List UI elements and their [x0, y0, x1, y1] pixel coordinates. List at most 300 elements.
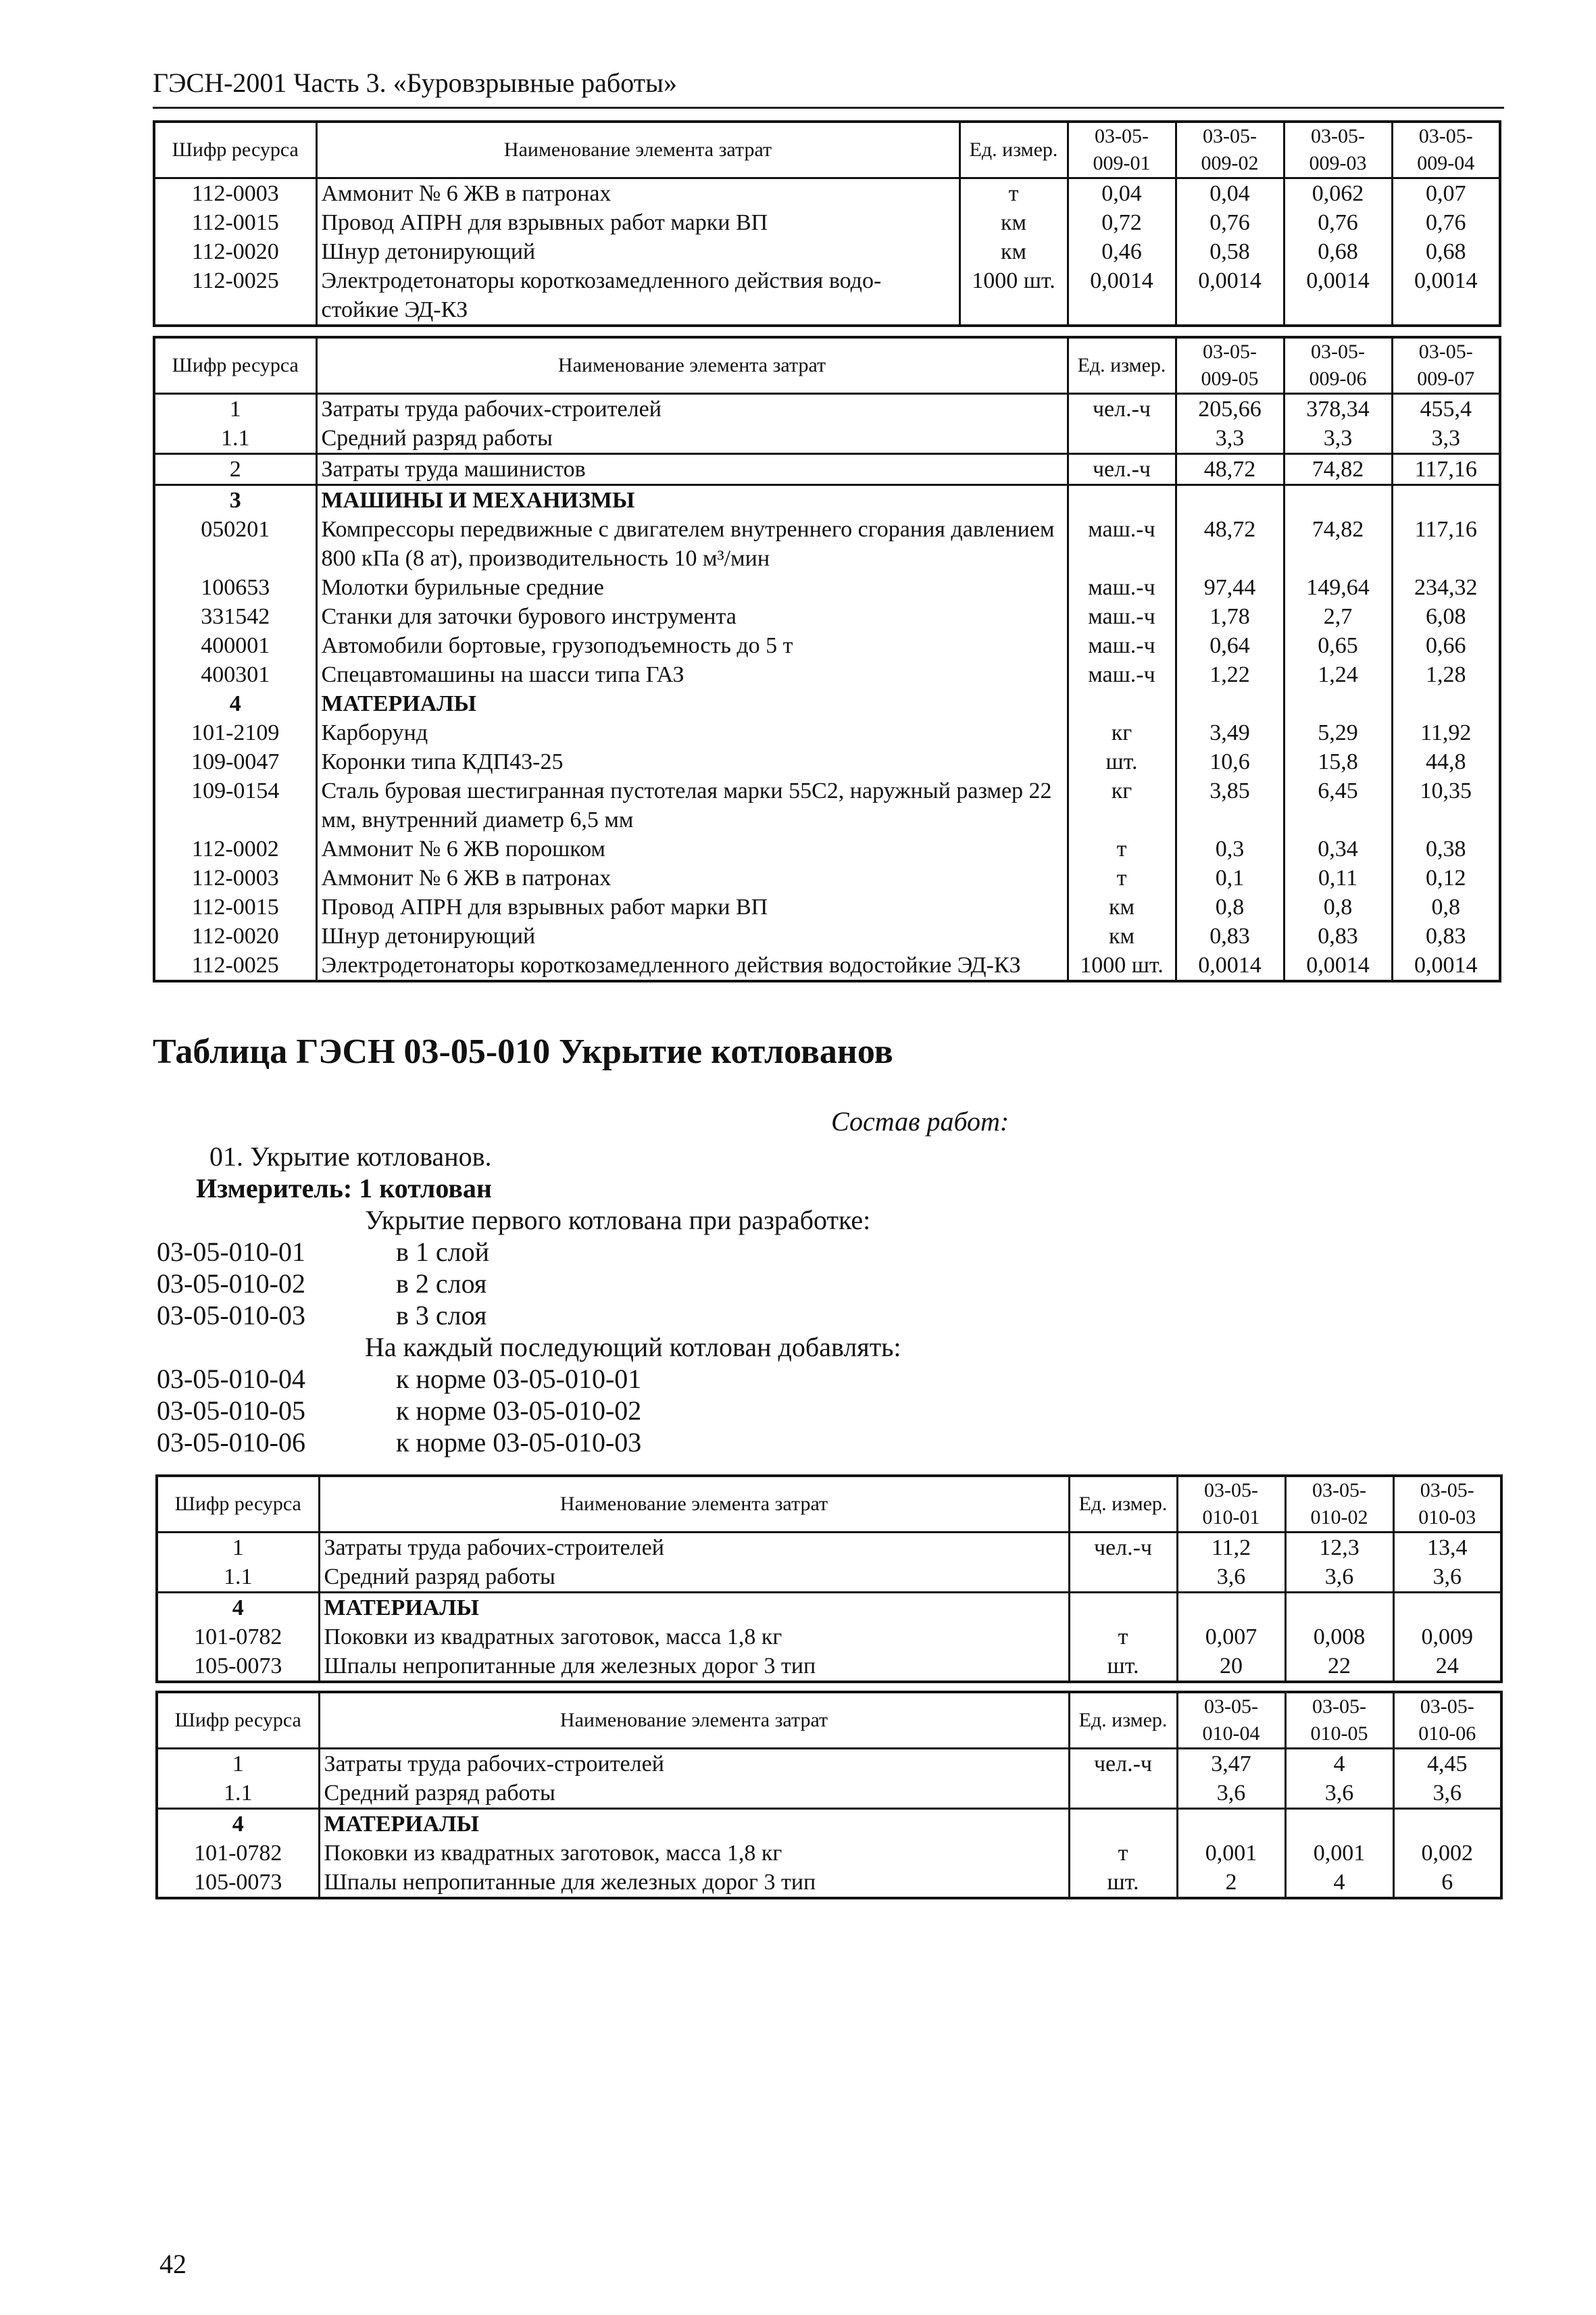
- cost-element-name: Поковки из квадратных заготовок, масса 1,8 кг: [319, 1839, 1069, 1868]
- header-cost-element: Наименование элемента затрат: [316, 122, 959, 178]
- table-row: [154, 602, 1500, 631]
- cost-element-name: Шнур детонирующий: [316, 922, 1068, 951]
- cost-element-name: Затраты труда рабочих-строителей: [316, 394, 1068, 424]
- norm-value: 0,66: [1392, 631, 1500, 660]
- cost-element-name: Спецавтомашины на шасси типа ГАЗ: [316, 660, 1068, 689]
- norm-value: 0,65: [1284, 631, 1392, 660]
- cost-element-name: Аммонит № 6 ЖВ в патронах: [316, 864, 1068, 893]
- unit-cell: [1068, 424, 1176, 454]
- header-norm-code: [1068, 122, 1176, 178]
- unit-cell: [1069, 1809, 1177, 1839]
- norm-value: 3,49: [1176, 718, 1284, 747]
- norm-code: 03-05-010-01: [157, 1237, 305, 1267]
- header-norm-code: [1393, 1476, 1501, 1533]
- table-row: [157, 1562, 1501, 1593]
- norm-code: 03-05-010-06: [157, 1427, 305, 1458]
- norm-value: 0,0014: [1176, 951, 1284, 981]
- table-row: [154, 208, 1500, 237]
- work-composition-label: Состав работ:: [831, 1106, 1009, 1137]
- unit-cell: [1068, 689, 1176, 718]
- norm-value: 0,68: [1284, 237, 1392, 266]
- unit-cell: кг: [1068, 718, 1176, 747]
- norm-value: 12,3: [1285, 1533, 1393, 1563]
- norm-code-line: 03-05-: [1312, 1479, 1366, 1501]
- norm-value: 1,24: [1284, 660, 1392, 689]
- norm-value: 48,72: [1176, 454, 1284, 485]
- resource-code: 1: [232, 1751, 244, 1776]
- table-row: [154, 864, 1500, 893]
- norm-value: 0,0014: [1068, 266, 1176, 326]
- norm-code-line: 03-05-: [1311, 341, 1365, 363]
- norm-code-line: 03-05-: [1418, 341, 1473, 363]
- cost-element-name: Карборунд: [316, 718, 1068, 747]
- table-row: [154, 835, 1500, 864]
- norm-value: 205,66: [1176, 394, 1284, 424]
- norm-value: 0,0014: [1176, 266, 1284, 326]
- table-header-row: [154, 337, 1500, 394]
- norm-value: 44,8: [1392, 747, 1500, 776]
- resource-code: 112-0025: [191, 953, 279, 978]
- norm-value: 0,04: [1068, 178, 1176, 209]
- norm-value: 0,062: [1284, 178, 1392, 209]
- unit-cell: маш.-ч: [1068, 573, 1176, 602]
- table-row: [157, 1809, 1501, 1839]
- norm-value: 4: [1285, 1868, 1393, 1898]
- unit-cell: шт.: [1069, 1651, 1177, 1682]
- resource-code: 2: [154, 454, 316, 485]
- header-resource-code: Шифр ресурса: [154, 337, 316, 394]
- resource-code: 112-0025: [191, 268, 279, 293]
- norm-value: 48,72: [1176, 515, 1284, 573]
- norm-code-line: 03-05-: [1204, 1479, 1258, 1501]
- norm-value: [1176, 689, 1284, 718]
- unit-cell: 1000 шт.: [959, 266, 1068, 326]
- norm-code-line: 03-05-: [1420, 1479, 1474, 1501]
- header-resource-code: Шифр ресурса: [154, 122, 316, 178]
- norm-code-line: 03-05-: [1311, 125, 1365, 147]
- norm-value: 0,72: [1068, 208, 1176, 237]
- norm-value: [1392, 485, 1500, 516]
- cost-element-name: Электродетонаторы короткозамедленного действия водостойкие ЭД-КЗ: [316, 951, 1068, 981]
- norm-code-line: 009-06: [1309, 368, 1367, 390]
- norm-value: 3,3: [1176, 424, 1284, 454]
- resource-code: 4: [229, 691, 241, 716]
- unit-cell: т: [1069, 1839, 1177, 1868]
- norm-value: 3,6: [1177, 1778, 1285, 1809]
- norm-value: 0,8: [1392, 893, 1500, 922]
- resource-code: 4: [157, 1593, 319, 1623]
- norm-code-line: 010-06: [1418, 1722, 1476, 1745]
- norm-value: 10,6: [1176, 747, 1284, 776]
- unit-cell: чел.-ч: [1069, 1749, 1177, 1779]
- resource-table-009-01-04: [153, 120, 1501, 327]
- cost-element-name: Провод АПРН для взрывных работ марки ВП: [316, 208, 959, 237]
- resource-code: 100653: [201, 575, 270, 600]
- norm-value: 0,83: [1392, 922, 1500, 951]
- unit-cell: маш.-ч: [1068, 631, 1176, 660]
- norm-value: 6,08: [1392, 602, 1500, 631]
- cost-element-name: Провод АПРН для взрывных работ марки ВП: [316, 893, 1068, 922]
- header-norm-code: [1284, 122, 1392, 178]
- norm-value: [1177, 1593, 1285, 1623]
- table-header-row: [157, 1692, 1501, 1749]
- cost-element-name: МАШИНЫ И МЕХАНИЗМЫ: [316, 485, 1068, 516]
- norm-text: к норме 03-05-010-02: [396, 1395, 642, 1426]
- norm-value: 0,001: [1177, 1839, 1285, 1868]
- unit-cell: 1000 шт.: [1068, 951, 1176, 981]
- header-resource-code: Шифр ресурса: [157, 1476, 319, 1533]
- page-header: ГЭСН-2001 Часть 3. «Буровзрывные работы»: [153, 68, 678, 98]
- norm-value: 0,58: [1176, 237, 1284, 266]
- table-row: [154, 718, 1500, 747]
- resource-code: 109-0154: [191, 778, 280, 803]
- table-row: [157, 1778, 1501, 1809]
- cost-element-name: МАТЕРИАЛЫ: [319, 1809, 1069, 1839]
- norm-text: к норме 03-05-010-01: [396, 1364, 642, 1394]
- norm-value: 0,83: [1176, 922, 1284, 951]
- norm-value: [1393, 1809, 1501, 1839]
- resource-code: 1.1: [224, 1781, 253, 1806]
- norm-value: [1177, 1809, 1285, 1839]
- header-norm-code: [1177, 1692, 1285, 1749]
- resource-code: 105-0073: [194, 1653, 282, 1678]
- norm-code-line: 03-05-: [1418, 125, 1473, 147]
- norm-code-line: 009-01: [1093, 152, 1151, 174]
- header-norm-code: [1392, 337, 1500, 394]
- unit-cell: [1068, 485, 1176, 516]
- norm-value: 11,2: [1177, 1533, 1285, 1563]
- resource-code: 112-0020: [191, 239, 279, 264]
- norm-code: 03-05-010-05: [157, 1395, 305, 1426]
- table-row: [154, 631, 1500, 660]
- norm-code-line: 009-02: [1201, 152, 1259, 174]
- resource-code: 400001: [201, 633, 270, 658]
- unit-cell: шт.: [1068, 747, 1176, 776]
- norm-value: 22: [1285, 1651, 1393, 1682]
- resource-code: 101-0782: [194, 1841, 282, 1866]
- norm-value: [1176, 485, 1284, 516]
- norm-value: [1393, 1593, 1501, 1623]
- norm-value: 6,45: [1284, 776, 1392, 835]
- table-row: [154, 660, 1500, 689]
- norm-code-line: 03-05-: [1203, 341, 1257, 363]
- resource-code: 1.1: [221, 426, 250, 451]
- header-resource-code: Шифр ресурса: [157, 1692, 319, 1749]
- table-row: [157, 1868, 1501, 1898]
- norm-value: 3,47: [1177, 1749, 1285, 1779]
- table-row: [157, 1839, 1501, 1868]
- norm-value: 117,16: [1392, 515, 1500, 573]
- norm-value: 20: [1177, 1651, 1285, 1682]
- cost-element-name: Аммонит № 6 ЖВ порошком: [316, 835, 1068, 864]
- unit-cell: чел.-ч: [1068, 454, 1176, 485]
- header-norm-code: [1392, 122, 1500, 178]
- norm-code-line: 03-05-: [1204, 1695, 1258, 1718]
- resource-table-010-04-06: [155, 1691, 1503, 1899]
- norm-value: 3,6: [1285, 1562, 1393, 1593]
- norm-value: 149,64: [1284, 573, 1392, 602]
- norm-value: 1,78: [1176, 602, 1284, 631]
- norm-value: [1285, 1593, 1393, 1623]
- table-row: [154, 922, 1500, 951]
- norm-code: 03-05-010-02: [157, 1268, 305, 1299]
- norm-code: 03-05-010-04: [157, 1364, 305, 1394]
- norm-value: 3,6: [1285, 1778, 1393, 1809]
- norm-value: 11,92: [1392, 718, 1500, 747]
- norm-value: 0,008: [1285, 1622, 1393, 1651]
- resource-code: 112-0020: [191, 924, 279, 949]
- unit-cell: [1069, 1562, 1177, 1593]
- table-row: [154, 573, 1500, 602]
- norm-value: 2: [1177, 1868, 1285, 1898]
- norm-value: 3,85: [1176, 776, 1284, 835]
- page-number: 42: [159, 2249, 186, 2279]
- unit-cell: т: [959, 178, 1068, 209]
- unit-cell: чел.-ч: [1068, 394, 1176, 424]
- norm-value: 0,0014: [1392, 266, 1500, 326]
- table-row: [154, 485, 1500, 516]
- resource-code: 400301: [201, 662, 270, 687]
- norm-value: 0,002: [1393, 1839, 1501, 1868]
- resource-code: 105-0073: [194, 1870, 282, 1895]
- norm-value: 0,46: [1068, 237, 1176, 266]
- unit-cell: шт.: [1069, 1868, 1177, 1898]
- table-row: [154, 394, 1500, 424]
- norm-code-line: 010-02: [1310, 1506, 1368, 1528]
- norm-value: 10,35: [1392, 776, 1500, 835]
- norm-value: 0,11: [1284, 864, 1392, 893]
- norm-value: 2,7: [1284, 602, 1392, 631]
- resource-code: 112-0015: [191, 895, 279, 920]
- table-row: [154, 689, 1500, 718]
- header-norm-code: [1284, 337, 1392, 394]
- cost-element-name: МАТЕРИАЛЫ: [319, 1593, 1069, 1623]
- norm-value: 0,68: [1392, 237, 1500, 266]
- norm-text: к норме 03-05-010-03: [396, 1427, 642, 1458]
- norm-value: 4,45: [1393, 1749, 1501, 1779]
- norm-value: 74,82: [1284, 515, 1392, 573]
- header-norm-code: [1393, 1692, 1501, 1749]
- resource-code: 109-0047: [191, 749, 280, 774]
- header-unit: Ед. измер.: [1069, 1692, 1177, 1749]
- unit-cell: [1069, 1778, 1177, 1809]
- norm-value: 3,3: [1392, 424, 1500, 454]
- norm-value: 0,0014: [1392, 951, 1500, 981]
- norm-value: 1,28: [1392, 660, 1500, 689]
- cost-element-name: МАТЕРИАЛЫ: [316, 689, 1068, 718]
- norm-value: 0,34: [1284, 835, 1392, 864]
- norm-code-line: 03-05-: [1420, 1695, 1474, 1718]
- table-row: [154, 454, 1500, 485]
- norm-code-line: 03-05-: [1203, 125, 1257, 147]
- header-norm-code: [1285, 1476, 1393, 1533]
- norm-value: 4: [1285, 1749, 1393, 1779]
- unit-cell: маш.-ч: [1068, 515, 1176, 573]
- cost-element-name: Аммонит № 6 ЖВ в патронах: [316, 178, 959, 209]
- norm-code-line: 009-05: [1201, 368, 1259, 390]
- norm-value: 3,6: [1393, 1562, 1501, 1593]
- cost-element-name: Затраты труда машинистов: [316, 454, 1068, 485]
- first-pit-heading: Укрытие первого котлована при разработке:: [365, 1205, 871, 1235]
- table-row: [157, 1651, 1501, 1682]
- table-header-row: [154, 122, 1500, 178]
- norm-value: 0,001: [1285, 1839, 1393, 1868]
- cost-element-name: Молотки бурильные средние: [316, 573, 1068, 602]
- table-row: [157, 1593, 1501, 1623]
- resource-code: 112-0003: [191, 181, 279, 206]
- norm-value: 0,007: [1177, 1622, 1285, 1651]
- unit-cell: км: [1068, 922, 1176, 951]
- norm-code-line: 03-05-: [1095, 125, 1149, 147]
- cost-element-name: Затраты труда рабочих-строителей: [319, 1749, 1069, 1779]
- work-item: 01. Укрытие котлованов.: [209, 1141, 492, 1172]
- norm-code-line: 010-03: [1418, 1506, 1476, 1528]
- cost-element-name: Затраты труда рабочих-строителей: [319, 1533, 1069, 1563]
- unit-cell: км: [959, 208, 1068, 237]
- header-unit: Ед. измер.: [1069, 1476, 1177, 1533]
- norm-value: 0,76: [1176, 208, 1284, 237]
- cost-element-name: Шпалы непропитанные для железных дорог 3 тип: [319, 1868, 1069, 1898]
- header-unit: Ед. измер.: [959, 122, 1068, 178]
- norm-value: 0,04: [1176, 178, 1284, 209]
- table-row: [157, 1622, 1501, 1651]
- cost-element-name: Сталь буровая шестигранная пустотелая марки 55С2, наружный размер 22 мм, внутренний диаметр 6,5 мм: [316, 776, 1068, 835]
- table-row: [157, 1749, 1501, 1779]
- norm-value: 0,1: [1176, 864, 1284, 893]
- cost-element-name: Шпалы непропитанные для железных дорог 3 тип: [319, 1651, 1069, 1682]
- norm-code-line: 010-04: [1202, 1722, 1260, 1745]
- norm-value: 3,6: [1177, 1562, 1285, 1593]
- table-row: [154, 237, 1500, 266]
- norm-value: 0,38: [1392, 835, 1500, 864]
- resource-code: 101-2109: [191, 720, 280, 745]
- header-norm-code: [1177, 1476, 1285, 1533]
- header-norm-code: [1176, 122, 1284, 178]
- norm-value: 15,8: [1284, 747, 1392, 776]
- resource-code: 4: [157, 1809, 319, 1839]
- norm-value: 6: [1393, 1868, 1501, 1898]
- table-row: [154, 747, 1500, 776]
- cost-element-name: Средний разряд работы: [316, 424, 1068, 454]
- norm-value: 74,82: [1284, 454, 1392, 485]
- unit-cell: маш.-ч: [1068, 602, 1176, 631]
- meter-line: Измеритель: 1 котлован: [196, 1173, 492, 1203]
- norm-code-line: 010-05: [1310, 1722, 1368, 1745]
- cost-element-name: Шнур детонирующий: [316, 237, 959, 266]
- table-row: [154, 893, 1500, 922]
- norm-value: 117,16: [1392, 454, 1500, 485]
- resource-code: 1.1: [224, 1564, 253, 1589]
- table-row: [154, 266, 1500, 326]
- norm-value: 24: [1393, 1651, 1501, 1682]
- unit-cell: маш.-ч: [1068, 660, 1176, 689]
- norm-text: в 2 слоя: [396, 1268, 487, 1299]
- norm-value: 455,4: [1392, 394, 1500, 424]
- norm-value: 97,44: [1176, 573, 1284, 602]
- resource-table-009-05-07: [153, 336, 1501, 982]
- norm-code-line: 03-05-: [1312, 1695, 1366, 1718]
- cost-element-name: Станки для заточки бурового инструмента: [316, 602, 1068, 631]
- norm-value: 234,32: [1392, 573, 1500, 602]
- norm-value: 0,3: [1176, 835, 1284, 864]
- header-cost-element: Наименование элемента затрат: [316, 337, 1068, 394]
- resource-code: 112-0002: [191, 837, 279, 862]
- norm-text: в 3 слоя: [396, 1300, 487, 1330]
- norm-value: [1392, 689, 1500, 718]
- norm-value: 0,12: [1392, 864, 1500, 893]
- cost-element-name: Средний разряд работы: [319, 1562, 1069, 1593]
- norm-value: [1285, 1809, 1393, 1839]
- table-row: [154, 951, 1500, 981]
- table-row: [154, 178, 1500, 209]
- header-unit: Ед. измер.: [1068, 337, 1176, 394]
- resource-code: 101-0782: [194, 1624, 282, 1649]
- norm-code-line: 009-07: [1417, 368, 1475, 390]
- cost-element-name: Средний разряд работы: [319, 1778, 1069, 1809]
- norm-value: 1,22: [1176, 660, 1284, 689]
- norm-value: 0,64: [1176, 631, 1284, 660]
- resource-code: 050201: [201, 517, 270, 542]
- header-norm-code: [1176, 337, 1284, 394]
- norm-value: 0,83: [1284, 922, 1392, 951]
- norm-value: 0,0014: [1284, 266, 1392, 326]
- resource-code: 3: [154, 485, 316, 516]
- header-norm-code: [1285, 1692, 1393, 1749]
- norm-value: 0,76: [1284, 208, 1392, 237]
- unit-cell: чел.-ч: [1069, 1533, 1177, 1563]
- header-divider: [153, 107, 1504, 109]
- norm-code-line: 009-03: [1309, 152, 1367, 174]
- resource-code: 1: [229, 397, 241, 422]
- table-header-row: [157, 1476, 1501, 1533]
- norm-value: 5,29: [1284, 718, 1392, 747]
- cost-element-name: Поковки из квадратных заготовок, масса 1,8 кг: [319, 1622, 1069, 1651]
- unit-cell: км: [959, 237, 1068, 266]
- cost-element-name: Электродетонаторы короткозамедленного действия водо-стойкие ЭД-КЗ: [316, 266, 959, 326]
- norm-text: в 1 слой: [396, 1237, 490, 1267]
- unit-cell: т: [1069, 1622, 1177, 1651]
- unit-cell: [1069, 1593, 1177, 1623]
- norm-value: [1284, 485, 1392, 516]
- resource-code: 112-0003: [191, 866, 279, 891]
- norm-value: 3,6: [1393, 1778, 1501, 1809]
- unit-cell: т: [1068, 864, 1176, 893]
- table-row: [154, 424, 1500, 454]
- header-cost-element: Наименование элемента затрат: [319, 1476, 1069, 1533]
- resource-code: 112-0015: [191, 210, 279, 235]
- unit-cell: т: [1068, 835, 1176, 864]
- resource-table-010-01-03: [155, 1474, 1503, 1683]
- table-row: [154, 776, 1500, 835]
- norm-code-line: 010-01: [1202, 1506, 1260, 1528]
- norm-value: 0,8: [1176, 893, 1284, 922]
- section-title: Таблица ГЭСН 03-05-010 Укрытие котлованов: [153, 1032, 893, 1071]
- unit-cell: кг: [1068, 776, 1176, 835]
- norm-value: 0,8: [1284, 893, 1392, 922]
- norm-value: 378,34: [1284, 394, 1392, 424]
- resource-code: 331542: [201, 604, 270, 629]
- norm-value: 13,4: [1393, 1533, 1501, 1563]
- norm-value: 0,76: [1392, 208, 1500, 237]
- norm-value: 0,009: [1393, 1622, 1501, 1651]
- resource-code: 1: [232, 1535, 244, 1560]
- next-pit-heading: На каждый последующий котлован добавлять:: [365, 1332, 901, 1362]
- norm-value: 3,3: [1284, 424, 1392, 454]
- norm-value: 0,0014: [1284, 951, 1392, 981]
- unit-cell: км: [1068, 893, 1176, 922]
- cost-element-name: Коронки типа КДП43-25: [316, 747, 1068, 776]
- header-cost-element: Наименование элемента затрат: [319, 1692, 1069, 1749]
